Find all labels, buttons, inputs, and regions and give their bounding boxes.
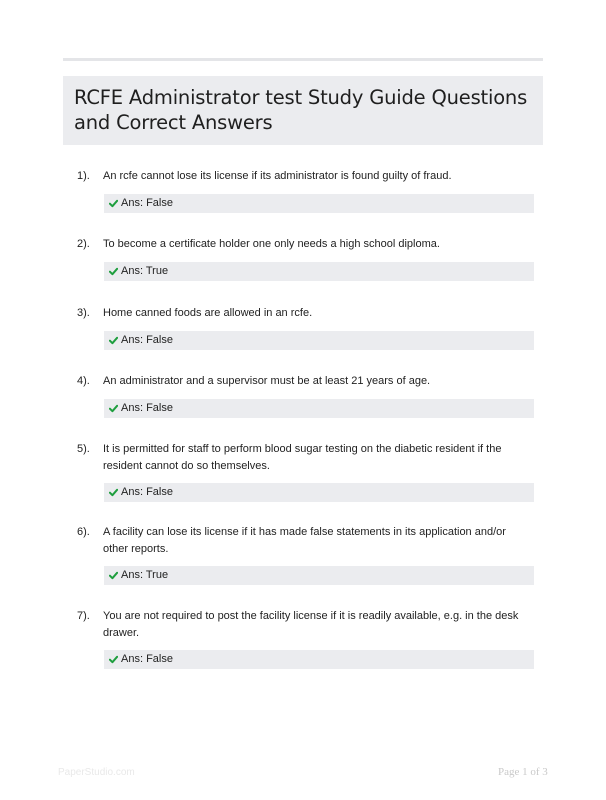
question-text: An administrator and a supervisor must be at least 21 years of age. bbox=[103, 375, 431, 387]
question-number: 2). bbox=[77, 238, 90, 250]
answer-box bbox=[104, 262, 534, 281]
question-text: Home canned foods are allowed in an rcfe. bbox=[103, 307, 313, 319]
page-number: Page 1 of 3 bbox=[498, 766, 548, 778]
answer-box bbox=[104, 331, 534, 350]
checkmark-icon bbox=[109, 199, 118, 208]
question-number: 1). bbox=[77, 170, 90, 182]
checkmark-icon bbox=[109, 488, 118, 497]
answer-text: Ans: False bbox=[121, 653, 173, 665]
question-number: 6). bbox=[77, 526, 90, 538]
answer-text: Ans: False bbox=[121, 402, 173, 414]
question-text: You are not required to post the facility license if it is readily available, e.g. in the desk drawer. bbox=[103, 610, 519, 639]
question-text: It is permitted for staff to perform blood sugar testing on the diabetic resident if the resident cannot do so themselves. bbox=[103, 443, 502, 472]
answer-box bbox=[104, 194, 534, 213]
footer-watermark: PaperStudio.com bbox=[58, 767, 135, 778]
answer-text: Ans: False bbox=[121, 486, 173, 498]
answer-text: Ans: True bbox=[121, 569, 169, 581]
question-number: 7). bbox=[77, 610, 90, 622]
checkmark-icon bbox=[109, 336, 118, 345]
checkmark-icon bbox=[109, 571, 118, 580]
answer-box bbox=[104, 483, 534, 502]
answer-text: Ans: False bbox=[121, 334, 173, 346]
title-banner bbox=[63, 76, 543, 145]
checkmark-icon bbox=[109, 404, 118, 413]
answer-box bbox=[104, 650, 534, 669]
question-number: 3). bbox=[77, 307, 90, 319]
top-divider bbox=[63, 58, 543, 61]
question-text: To become a certificate holder one only needs a high school diploma. bbox=[103, 238, 440, 250]
page-title: RCFE Administrator test Study Guide Questions and Correct Answers bbox=[74, 86, 528, 134]
answer-text: Ans: True bbox=[121, 265, 169, 277]
question-number: 5). bbox=[77, 443, 90, 455]
answer-text: Ans: False bbox=[121, 197, 173, 209]
checkmark-icon bbox=[109, 267, 118, 276]
question-text: A facility can lose its license if it has made false statements in its application and/or other reports. bbox=[103, 526, 506, 555]
question-number: 4). bbox=[77, 375, 90, 387]
answer-box bbox=[104, 399, 534, 418]
answer-box bbox=[104, 566, 534, 585]
checkmark-icon bbox=[109, 655, 118, 664]
question-text: An rcfe cannot lose its license if its administrator is found guilty of fraud. bbox=[103, 170, 452, 182]
